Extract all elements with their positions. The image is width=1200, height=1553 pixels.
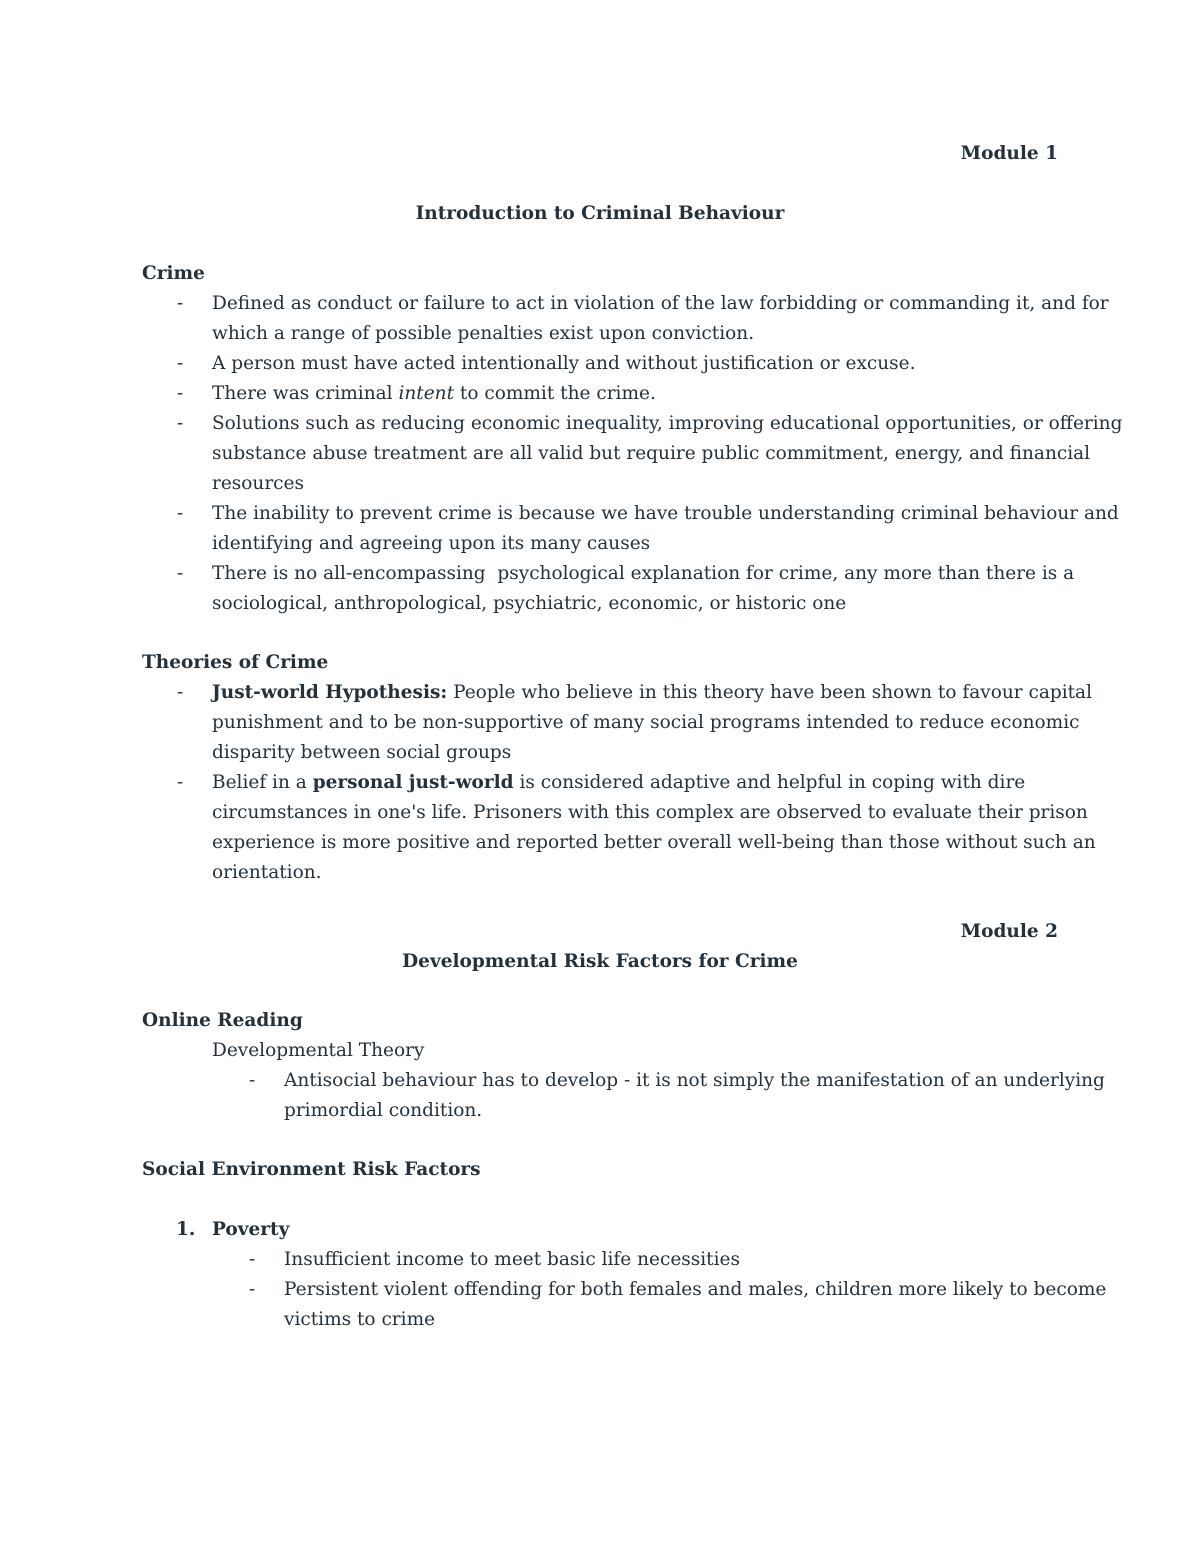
term-bold: personal just-world bbox=[312, 772, 514, 793]
list-item-heading: Poverty bbox=[212, 1219, 290, 1240]
bullet-dash: - bbox=[249, 1070, 256, 1091]
bullet-dash: - bbox=[177, 503, 184, 524]
bullet-text: The inability to prevent crime is because we have trouble understanding criminal behaviour and bbox=[212, 503, 1119, 524]
term-bold: Just-world Hypothesis: bbox=[212, 682, 448, 703]
list-number: 1. bbox=[176, 1219, 196, 1240]
bullet-text: circumstances in one's life. Prisoners with this complex are observed to evaluate their prison bbox=[212, 802, 1088, 823]
bullet-text: which a range of possible penalties exist upon conviction. bbox=[212, 323, 755, 344]
bullet-dash: - bbox=[249, 1249, 256, 1270]
bullet-text: identifying and agreeing upon its many causes bbox=[212, 533, 651, 554]
section-heading-social-environment: Social Environment Risk Factors bbox=[142, 1159, 481, 1180]
bullet-text: There is no all-encompassing psychological explanation for crime, any more than there is a bbox=[212, 563, 1075, 584]
bullet-dash: - bbox=[177, 413, 184, 434]
bullet-dash: - bbox=[177, 772, 184, 793]
module-title: Developmental Risk Factors for Crime bbox=[402, 951, 798, 972]
bullet-text: substance abuse treatment are all valid but require public commitment, energy, and financial bbox=[212, 443, 1091, 464]
bullet-dash: - bbox=[177, 293, 184, 314]
bullet-text: primordial condition. bbox=[284, 1100, 483, 1121]
bullet-text: Defined as conduct or failure to act in violation of the law forbidding or commanding it, and for bbox=[212, 293, 1109, 314]
bullet-dash: - bbox=[177, 563, 184, 584]
module-label: Module 2 bbox=[960, 921, 1058, 942]
bullet-text: Solutions such as reducing economic inequality, improving educational opportunities, or offering bbox=[212, 413, 1123, 434]
module-label: Module 1 bbox=[960, 143, 1058, 164]
bullet-text: resources bbox=[212, 473, 304, 494]
subheading: Developmental Theory bbox=[212, 1040, 425, 1061]
emphasis-text: intent bbox=[398, 383, 455, 404]
bullet-text: A person must have acted intentionally and without justification or excuse. bbox=[212, 353, 916, 374]
bullet-text: Antisocial behaviour has to develop - it is not simply the manifestation of an underlying bbox=[284, 1070, 1105, 1091]
bullet-dash: - bbox=[177, 353, 184, 374]
bullet-text: sociological, anthropological, psychiatric, economic, or historic one bbox=[212, 593, 847, 614]
bullet-text: punishment and to be non-supportive of many social programs intended to reduce economic bbox=[212, 712, 1080, 733]
bullet-text: experience is more positive and reported better overall well-being than those without such an bbox=[212, 832, 1096, 853]
module-title: Introduction to Criminal Behaviour bbox=[415, 203, 785, 224]
section-heading-theories: Theories of Crime bbox=[142, 652, 329, 673]
bullet-text: orientation. bbox=[212, 862, 322, 883]
bullet-text: disparity between social groups bbox=[212, 742, 512, 763]
bullet-text: Belief in a personal just-world is considered adaptive and helpful in coping with dire bbox=[212, 772, 1026, 793]
bullet-text: victims to crime bbox=[284, 1309, 436, 1330]
section-heading-online-reading: Online Reading bbox=[142, 1010, 303, 1031]
bullet-text: Insufficient income to meet basic life necessities bbox=[284, 1249, 740, 1270]
bullet-dash: - bbox=[177, 682, 184, 703]
bullet-dash: - bbox=[177, 383, 184, 404]
bullet-text: There was criminal intent to commit the crime. bbox=[212, 383, 656, 404]
bullet-text: Persistent violent offending for both females and males, children more likely to become bbox=[284, 1279, 1107, 1300]
bullet-text: Just-world Hypothesis: People who believe in this theory have been shown to favour capital bbox=[212, 682, 1092, 703]
bullet-dash: - bbox=[249, 1279, 256, 1300]
section-heading-crime: Crime bbox=[142, 263, 205, 284]
